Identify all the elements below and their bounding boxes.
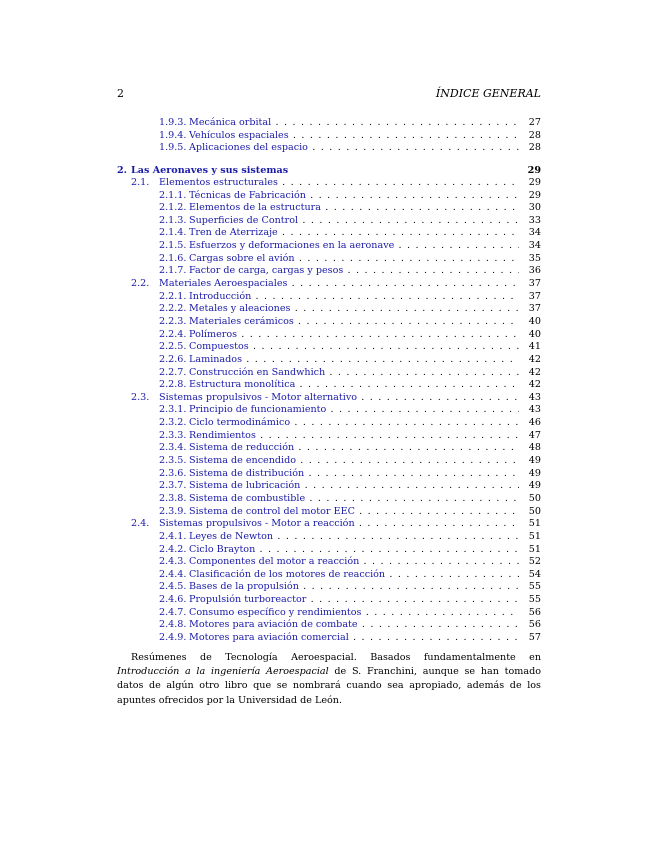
toc-entry[interactable] <box>117 607 541 620</box>
toc-entry-page: 55 <box>528 594 541 606</box>
toc-entry-title[interactable]: Aplicaciones del espacio . . . <box>189 142 519 155</box>
toc-entry-number[interactable]: 2.1.1. <box>159 189 187 201</box>
toc-entry-page: 42 <box>528 379 541 391</box>
toc-entry[interactable] <box>117 142 541 155</box>
toc-entry-number[interactable]: 2.2.1. <box>159 290 187 302</box>
toc-entry-title[interactable]: Materiales cerámicos . . . <box>189 316 519 329</box>
toc-entry-page: 29 <box>528 189 541 201</box>
toc-entry-page: 49 <box>528 467 541 479</box>
toc-entry[interactable] <box>117 291 541 304</box>
toc-entry-page: 34 <box>528 227 541 239</box>
toc-entry[interactable] <box>117 544 541 557</box>
toc-entry[interactable] <box>117 581 541 594</box>
toc-entry-page: 46 <box>528 417 541 429</box>
toc-entry-number[interactable]: 2.1.6. <box>159 252 187 264</box>
toc-entry-page: 47 <box>528 429 541 441</box>
toc-entry[interactable] <box>117 455 541 468</box>
toc-entry-number[interactable]: 2. <box>117 164 128 176</box>
toc-entry-title[interactable]: Leyes de Newton . . . <box>189 531 519 544</box>
toc-entry-page: 35 <box>528 252 541 264</box>
toc-entry[interactable] <box>117 215 541 228</box>
toc-entry-title[interactable]: Rendimientos . . . <box>189 430 519 443</box>
toc-entry-number[interactable]: 2.1.5. <box>159 240 187 252</box>
toc-entry-page: 40 <box>528 328 541 340</box>
footnote-paragraph <box>117 651 541 708</box>
note-text-1: Resúmenes de Tecnología Aeroespacial. Basados fundamentalmente en <box>131 652 541 663</box>
toc-entry[interactable] <box>117 430 541 443</box>
toc-entry-title[interactable]: Laminados . . . <box>189 354 519 367</box>
toc-entry-title[interactable]: Sistema de distribución . . . <box>189 468 519 481</box>
toc-entry-page: 30 <box>528 202 541 214</box>
toc-entry-title[interactable]: Motores para aviación comercial . . . <box>189 632 519 645</box>
toc-entry-number[interactable]: 2.3.3. <box>159 429 187 441</box>
toc-entry-number[interactable]: 2.2.8. <box>159 379 187 391</box>
toc-entry-page: 28 <box>528 129 541 141</box>
toc-entry-number[interactable]: 2.3.7. <box>159 480 187 492</box>
toc-entry-number[interactable]: 2.4.1. <box>159 530 187 542</box>
toc-entry[interactable] <box>117 392 541 405</box>
toc-entry-title[interactable]: Sistemas propulsivos - Motor a reacción . . . <box>159 518 519 531</box>
toc-entry-number[interactable]: 2.3.9. <box>159 505 187 517</box>
toc-entry[interactable] <box>117 506 541 519</box>
toc-entry-page: 56 <box>528 606 541 618</box>
toc-entry-number[interactable]: 2.3.8. <box>159 492 187 504</box>
toc-entry[interactable] <box>117 303 541 316</box>
toc-entry[interactable] <box>117 117 541 130</box>
toc-entry-number[interactable]: 2.1.3. <box>159 214 187 226</box>
toc-entry-page: 42 <box>528 366 541 378</box>
toc-entry-title[interactable]: Propulsión turboreactor . . . <box>189 594 519 607</box>
toc-entry[interactable] <box>117 493 541 506</box>
toc-entry-title[interactable]: Sistema de lubricación . . . <box>189 480 519 493</box>
toc-entry-number[interactable]: 2.1.7. <box>159 265 187 277</box>
toc-entry[interactable] <box>117 556 541 569</box>
toc-entry-title[interactable]: Elementos de la estructura . . . <box>189 202 519 215</box>
toc-entry-title[interactable]: Sistema de encendido . . . <box>189 455 519 468</box>
toc-entry-page: 49 <box>528 480 541 492</box>
toc-entry-number[interactable]: 2.3.5. <box>159 455 187 467</box>
toc-entry-number[interactable]: 2.2.2. <box>159 303 187 315</box>
toc-entry-number[interactable]: 2.1.2. <box>159 202 187 214</box>
toc-entry-page: 49 <box>528 455 541 467</box>
toc-entry-title[interactable]: Sistema de combustible . . . <box>189 493 519 506</box>
toc-entry-title[interactable]: Mecánica orbital . . . <box>189 117 519 130</box>
toc-entry-title[interactable]: Esfuerzos y deformaciones en la aeronave . . . <box>189 240 519 253</box>
toc-entry-page: 57 <box>528 631 541 643</box>
toc-entry[interactable] <box>117 341 541 354</box>
toc-entry-title[interactable]: Estructura monolítica . . . <box>189 379 519 392</box>
toc-entry-page: 50 <box>528 505 541 517</box>
toc-entry-page: 52 <box>528 556 541 568</box>
toc-entry-title[interactable]: Superficies de Control . . . <box>189 215 519 228</box>
toc-entry[interactable] <box>117 265 541 278</box>
toc-entry[interactable] <box>117 632 541 645</box>
toc-entry-title[interactable]: Tren de Aterrizaje . . . <box>189 227 519 240</box>
toc-entry-number[interactable]: 2.4.5. <box>159 581 187 593</box>
running-title: ÍNDICE GENERAL <box>435 87 541 100</box>
toc-entry-number[interactable]: 2.2. <box>131 278 150 290</box>
toc-entry-title[interactable]: Ciclo termodinámico . . . <box>189 417 519 430</box>
toc-entry-title[interactable]: Componentes del motor a reacción . . . <box>189 556 519 569</box>
toc-entry-page: 37 <box>528 278 541 290</box>
toc-entry-title[interactable]: Las Aeronaves y sus sistemas <box>131 164 289 176</box>
toc-entry-title[interactable]: Introducción . . . <box>189 291 519 304</box>
toc-entry-page: 36 <box>528 265 541 277</box>
toc-entry-title[interactable]: Polímeros . . . <box>189 329 519 342</box>
toc-entry-number[interactable]: 2.4. <box>131 518 150 530</box>
toc-entry-page: 51 <box>528 543 541 555</box>
toc-entry[interactable] <box>117 442 541 455</box>
toc-entry-page: 41 <box>528 341 541 353</box>
toc-entry-page: 29 <box>527 164 541 176</box>
toc-entry-number[interactable]: 2.2.6. <box>159 353 187 365</box>
toc-entry-title[interactable]: Vehículos espaciales . . . <box>189 130 519 143</box>
toc-entry-title[interactable]: Cargas sobre el avión . . . <box>189 253 519 266</box>
toc-entry-page: 51 <box>528 518 541 530</box>
page-number: 2 <box>117 87 124 100</box>
toc-entry-title[interactable]: Motores para aviación de combate . . . <box>189 619 519 632</box>
toc-entry-number[interactable]: 2.4.2. <box>159 543 187 555</box>
toc-entry-title[interactable]: Materiales Aeroespaciales . . . <box>159 278 519 291</box>
toc-entry-page: 56 <box>528 619 541 631</box>
toc-entry[interactable] <box>117 130 541 143</box>
toc-entry-page: 37 <box>528 290 541 302</box>
toc-entry-number[interactable]: 2.3. <box>131 391 150 403</box>
toc-entry-title[interactable]: Clasificación de los motores de reacción . . . <box>189 569 519 582</box>
toc-entry-number[interactable]: 2.2.3. <box>159 315 187 327</box>
toc-entry-number[interactable]: 2.1.4. <box>159 227 187 239</box>
toc-entry[interactable] <box>117 480 541 493</box>
toc-entry-number[interactable]: 1.9.4. <box>159 129 187 141</box>
table-of-contents <box>117 117 541 645</box>
toc-entry[interactable] <box>117 329 541 342</box>
toc-entry-title[interactable]: Consumo específico y rendimientos . . . <box>189 607 519 620</box>
toc-entry-page: 43 <box>528 404 541 416</box>
toc-entry-number[interactable]: 2.2.7. <box>159 366 187 378</box>
toc-entry-title[interactable]: Principio de funcionamiento . . . <box>189 404 519 417</box>
toc-entry-title[interactable]: Sistemas propulsivos - Motor alternativo . . . <box>159 392 519 405</box>
toc-entry-number[interactable]: 2.4.6. <box>159 594 187 606</box>
toc-entry-page: 40 <box>528 315 541 327</box>
toc-entry[interactable] <box>117 202 541 215</box>
toc-entry-title[interactable]: Compuestos . . . <box>189 341 519 354</box>
toc-entry-title[interactable]: Elementos estructurales . . . <box>159 177 519 190</box>
toc-entry-page: 37 <box>528 303 541 315</box>
toc-entry-title[interactable]: Construcción en Sandwhich . . . <box>189 367 519 380</box>
toc-entry[interactable] <box>117 240 541 253</box>
toc-entry-number[interactable]: 2.4.9. <box>159 631 187 643</box>
toc-entry-number[interactable]: 2.3.2. <box>159 417 187 429</box>
toc-entry-number[interactable]: 2.4.4. <box>159 568 187 580</box>
toc-entry[interactable] <box>117 417 541 430</box>
book-title: Introducción a la ingeniería Aeroespacial <box>117 666 329 678</box>
toc-entry-number[interactable]: 2.3.6. <box>159 467 187 479</box>
toc-entry-page: 54 <box>528 568 541 580</box>
toc-entry-page: 34 <box>528 240 541 252</box>
toc-entry[interactable] <box>117 278 541 291</box>
toc-entry-title[interactable]: Sistema de control del motor EEC . . . <box>189 506 519 519</box>
page-header <box>117 87 541 101</box>
toc-entry[interactable] <box>117 379 541 392</box>
toc-entry-page: 50 <box>528 492 541 504</box>
toc-entry[interactable] <box>117 594 541 607</box>
toc-entry-title[interactable]: Metales y aleaciones . . . <box>189 303 519 316</box>
toc-entry[interactable] <box>117 531 541 544</box>
toc-entry-title[interactable]: Técnicas de Fabricación . . . <box>189 190 519 203</box>
toc-entry-page: 33 <box>528 214 541 226</box>
toc-entry-page: 27 <box>528 117 541 128</box>
toc-entry-page: 55 <box>528 581 541 593</box>
toc-entry-number[interactable]: 2.2.4. <box>159 328 187 340</box>
toc-entry-title[interactable]: Sistema de reducción . . . <box>189 442 519 455</box>
toc-entry-page: 43 <box>528 391 541 403</box>
toc-entry[interactable] <box>117 354 541 367</box>
toc-entry[interactable] <box>117 164 541 177</box>
toc-entry-title[interactable]: Bases de la propulsión . . . <box>189 581 519 594</box>
toc-entry[interactable] <box>117 367 541 380</box>
toc-entry-number[interactable]: 1.9.5. <box>159 142 187 154</box>
toc-entry-number[interactable]: 2.4.7. <box>159 606 187 618</box>
toc-entry-number[interactable]: 2.1. <box>131 176 150 188</box>
toc-entry-title[interactable]: Factor de carga, cargas y pesos . . . <box>189 265 519 278</box>
toc-entry-page: 48 <box>528 442 541 454</box>
toc-entry-page: 51 <box>528 530 541 542</box>
toc-entry[interactable] <box>117 404 541 417</box>
toc-entry[interactable] <box>117 190 541 203</box>
toc-entry-page: 29 <box>528 176 541 188</box>
toc-entry-number[interactable]: 2.3.4. <box>159 442 187 454</box>
toc-entry-number[interactable]: 2.3.1. <box>159 404 187 416</box>
note-text-2: de S. Franchini, aunque se han tomado datos de algún otro libro que se nombrará cuando sea apropiado, además de los apuntes ofrecidos por la Universidad de León. <box>117 666 541 706</box>
toc-entry[interactable] <box>117 227 541 240</box>
toc-entry-number[interactable]: 2.4.3. <box>159 556 187 568</box>
toc-entry[interactable] <box>117 518 541 531</box>
toc-entry[interactable] <box>117 177 541 190</box>
toc-entry[interactable] <box>117 253 541 266</box>
toc-entry-number[interactable]: 1.9.3. <box>159 117 187 128</box>
toc-entry-number[interactable]: 2.2.5. <box>159 341 187 353</box>
toc-entry-number[interactable]: 2.4.8. <box>159 619 187 631</box>
toc-entry-page: 42 <box>528 353 541 365</box>
toc-entry[interactable] <box>117 619 541 632</box>
toc-entry-title[interactable]: Ciclo Brayton . . . <box>189 544 519 557</box>
toc-entry[interactable] <box>117 316 541 329</box>
toc-entry[interactable] <box>117 468 541 481</box>
toc-entry[interactable] <box>117 569 541 582</box>
toc-entry-page: 28 <box>528 142 541 154</box>
